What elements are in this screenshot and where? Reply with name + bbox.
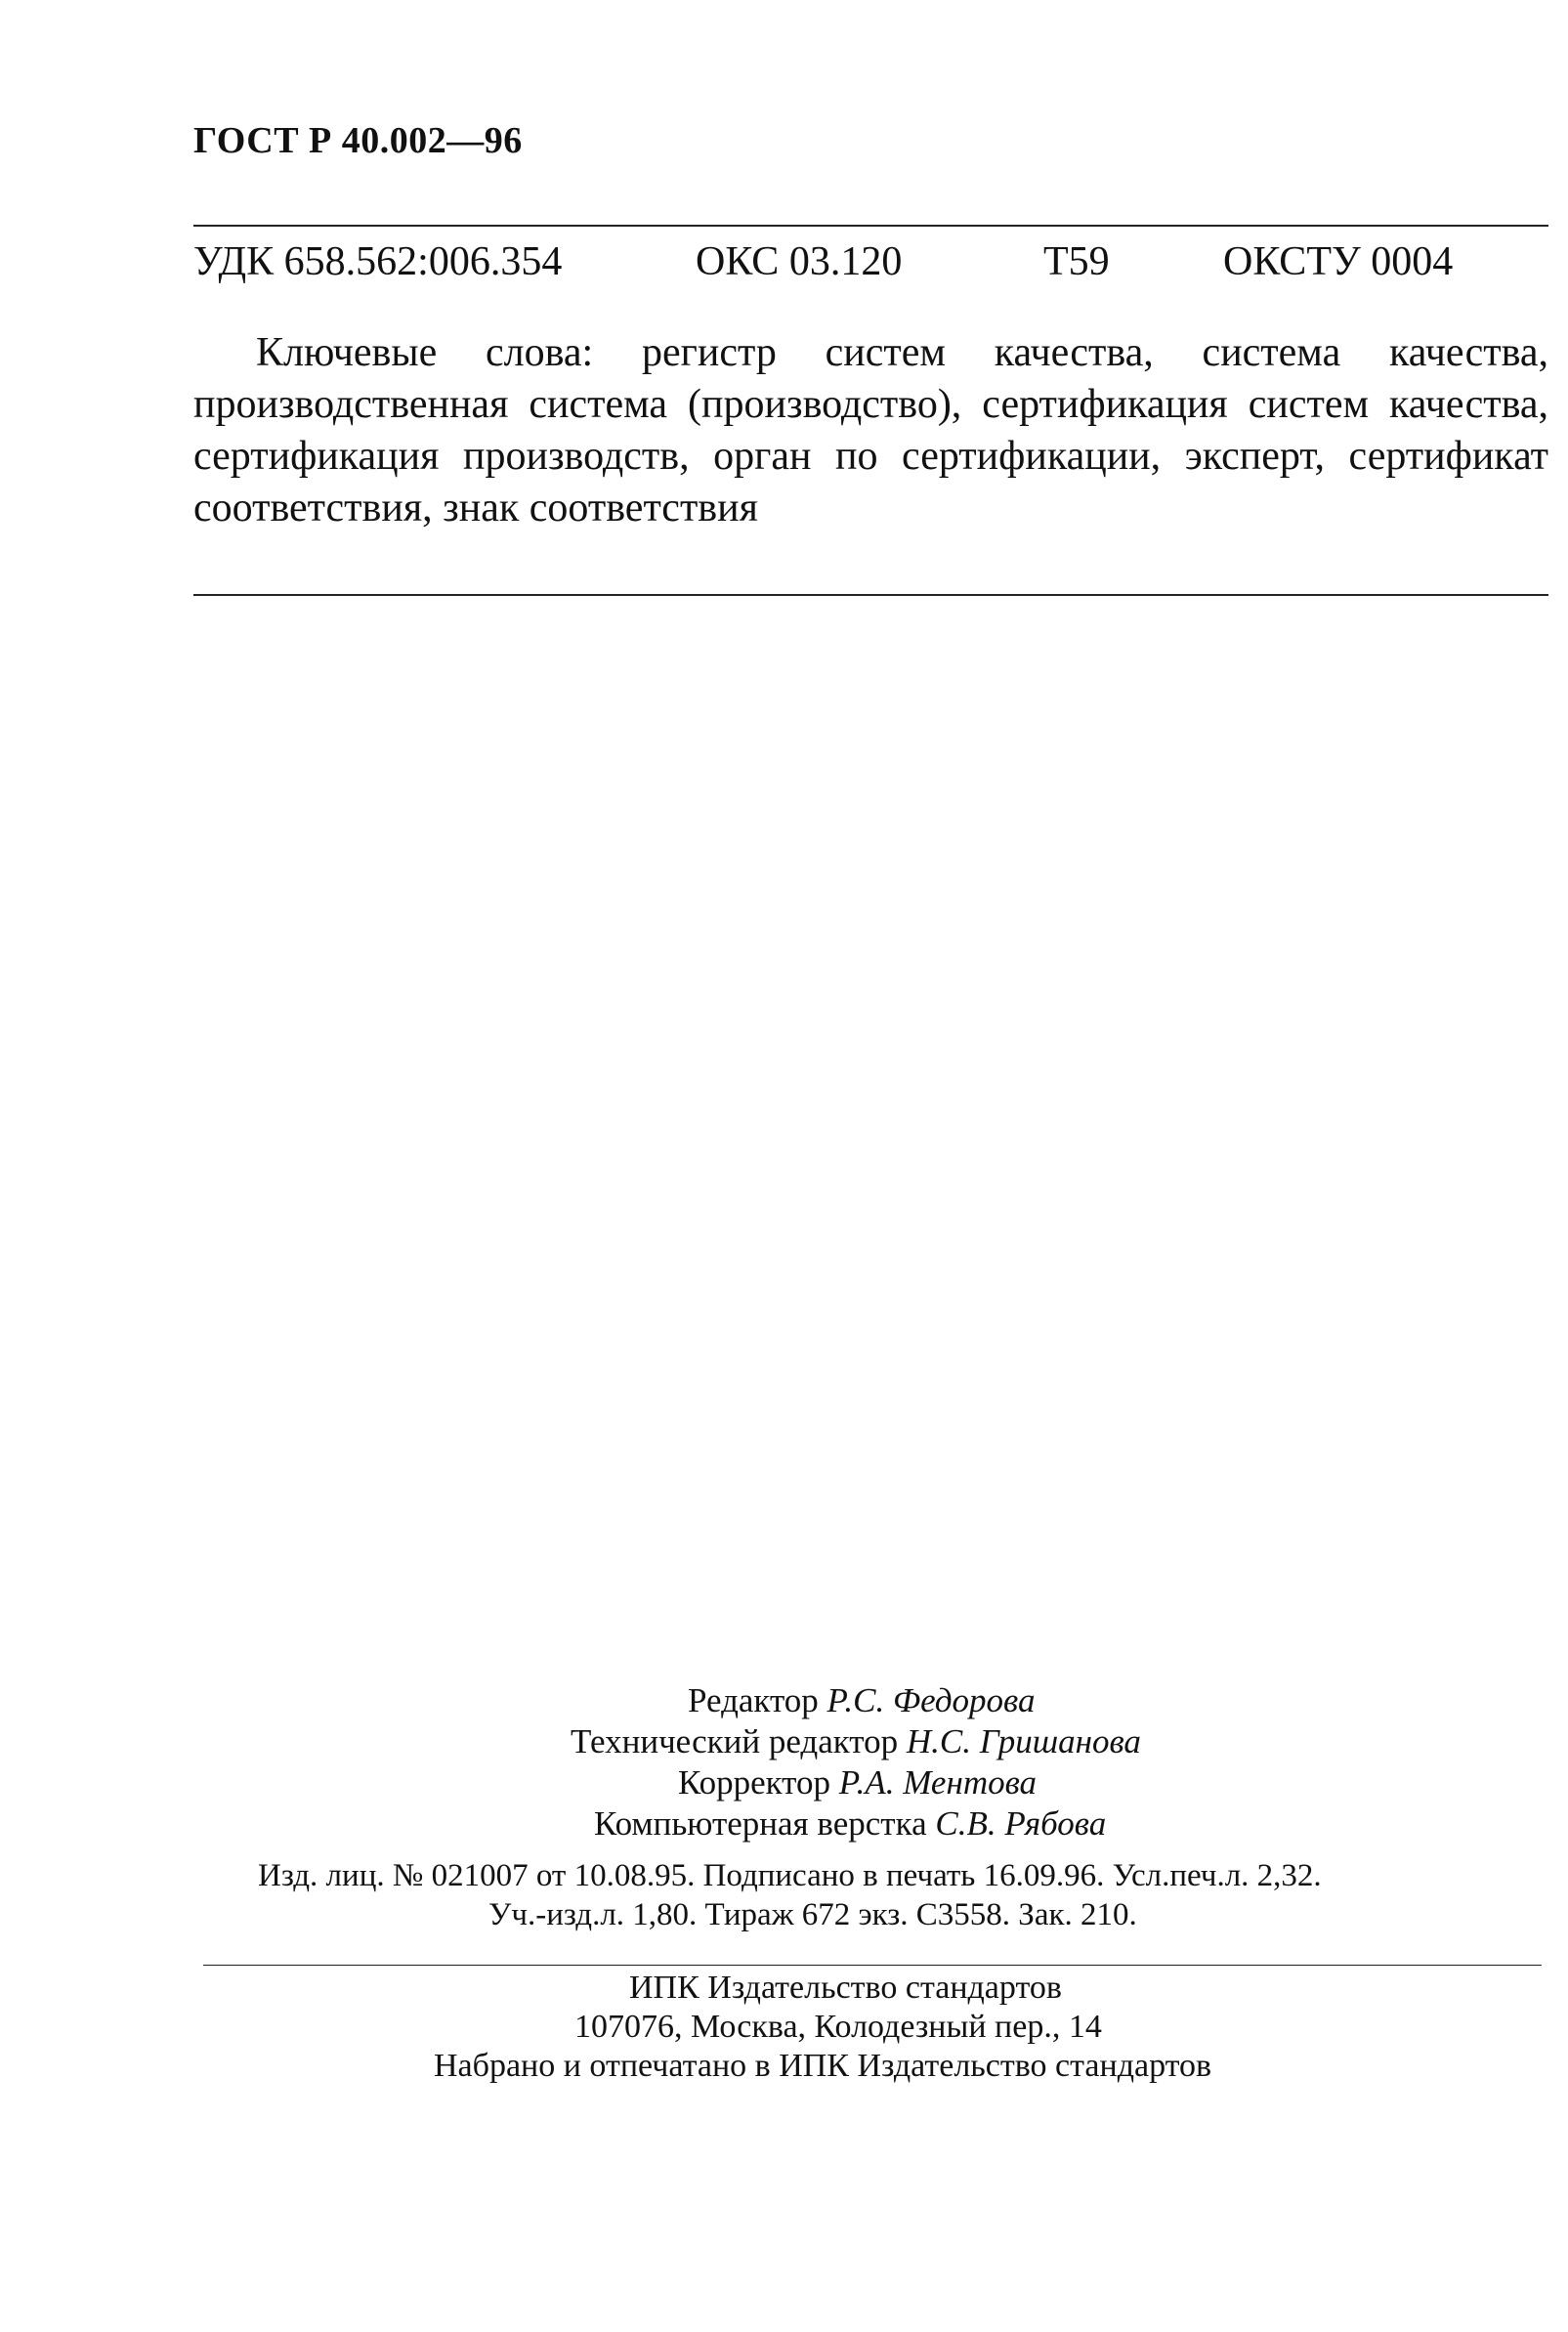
publisher-name: ИПК Издательство стандартов	[629, 1970, 1062, 2006]
top-divider	[193, 225, 1548, 227]
publisher-address: 107076, Москва, Колодезный пер., 14	[574, 2009, 1102, 2045]
imprint-divider	[203, 1965, 1542, 1966]
credit-role: Редактор	[688, 1681, 819, 1719]
credit-technical-editor	[571, 1721, 1141, 1761]
print-info-line: Уч.-изд.л. 1,80. Тираж 672 экз. С3558. Зак. 210.	[488, 1897, 1137, 1932]
credit-person: Н.С. Гришанова	[906, 1722, 1141, 1760]
classification-codes	[0, 238, 1568, 297]
credit-person: Р.С. Федорова	[826, 1681, 1036, 1719]
okstu-code: ОКСТУ 0004	[1223, 239, 1454, 284]
t-code: Т59	[1043, 239, 1110, 284]
credit-proofreader	[678, 1762, 1037, 1802]
publisher-printed-note: Набрано и отпечатано в ИПК Издательство стандартов	[434, 2048, 1212, 2084]
credit-editor	[688, 1680, 1036, 1720]
udk-code: УДК 658.562:006.354	[193, 239, 563, 284]
document-number: ГОСТ Р 40.002—96	[193, 120, 523, 161]
keywords-paragraph: Ключевые слова: регистр систем качества, система качества, производственная система (производство), сертификация систем качества, сертификация производств, орган по сертификации, эксперт, сертификат соответствия, знак соответствия	[193, 330, 1548, 530]
print-info-line: Изд. лиц. № 021007 от 10.08.95. Подписано в печать 16.09.96. Усл.печ.л. 2,32.	[258, 1858, 1322, 1893]
credit-role: Технический редактор	[571, 1722, 899, 1760]
credit-person: Р.А. Ментова	[838, 1763, 1038, 1802]
keywords-divider	[193, 594, 1548, 596]
credit-role: Компьютерная верстка	[594, 1804, 927, 1843]
credit-layout	[594, 1803, 1106, 1844]
credit-role: Корректор	[678, 1763, 831, 1802]
oks-code: ОКС 03.120	[696, 239, 903, 284]
credit-person: С.В. Рябова	[935, 1804, 1107, 1843]
